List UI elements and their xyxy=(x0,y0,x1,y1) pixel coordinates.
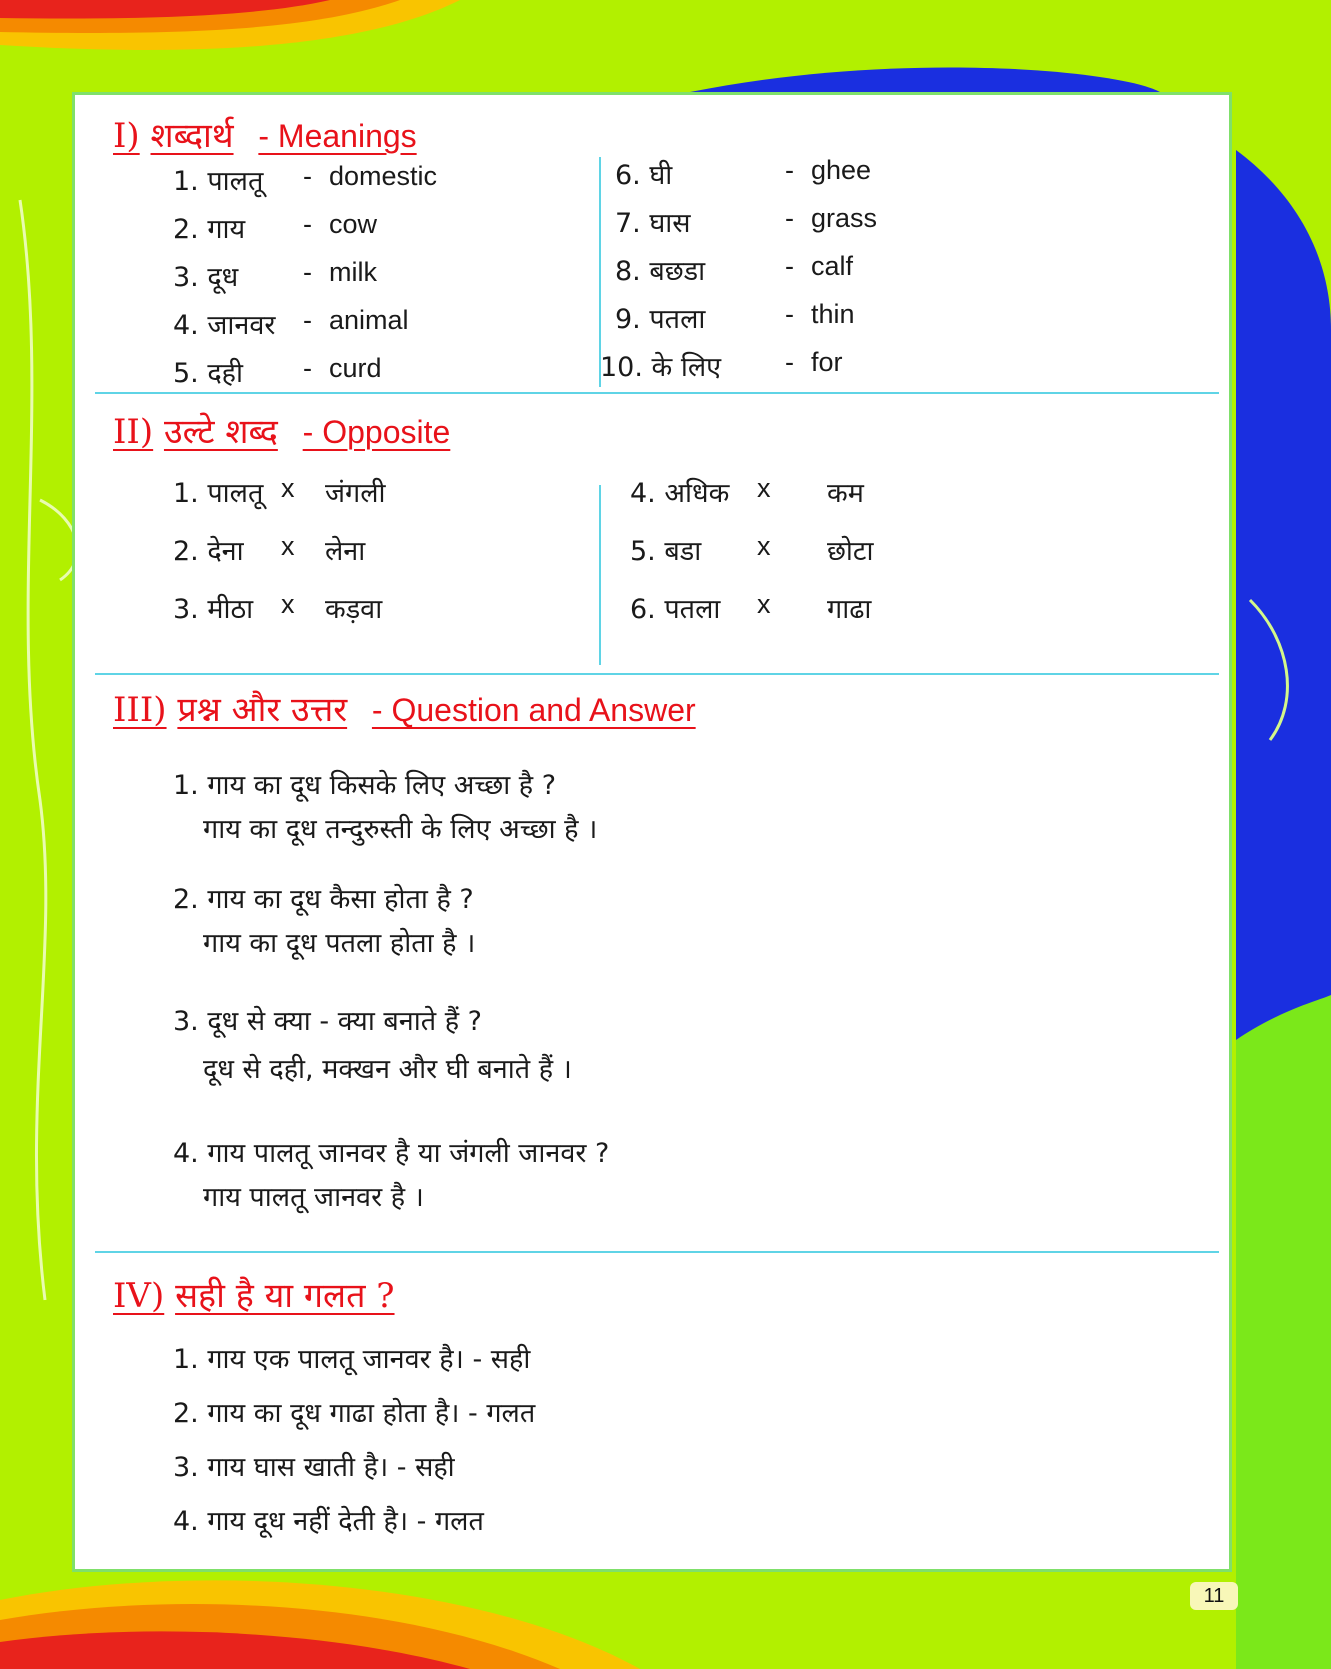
section-title-english: - Question and Answer xyxy=(371,692,696,728)
meaning-value: domestic xyxy=(329,161,438,191)
section-title-english: - Opposite xyxy=(302,414,451,450)
qa-question: 4. गाय पालतू जानवर है या जंगली जानवर ? xyxy=(173,1138,610,1169)
section-number: II) xyxy=(113,412,154,452)
section-qa-heading xyxy=(113,685,696,731)
meaning-term: 6. घी xyxy=(615,160,673,191)
meaning-value: cow xyxy=(329,209,378,239)
meaning-dash: - xyxy=(785,299,794,329)
qa-question: 2. गाय का दूध कैसा होता है ? xyxy=(173,884,474,915)
opposite-word: 5. बडा xyxy=(630,536,702,567)
section-title-hindi: सही है या गलत ? xyxy=(175,1276,395,1316)
opposite-word: 4. अधिक xyxy=(630,478,730,509)
meaning-value: animal xyxy=(329,305,409,335)
meaning-dash: - xyxy=(303,353,312,383)
truefalse-item: 3. गाय घास खाती है। - सही xyxy=(173,1452,455,1483)
content-card xyxy=(72,92,1232,1572)
meaning-value: calf xyxy=(811,251,854,281)
meaning-dash: - xyxy=(785,155,794,185)
opposite-antonym: कड़वा xyxy=(325,594,383,625)
meaning-dash: - xyxy=(303,161,312,191)
opposite-word: 6. पतला xyxy=(630,594,721,625)
section-meanings-heading xyxy=(113,111,417,157)
meaning-term: 10. के लिए xyxy=(600,352,722,383)
opposite-antonym: कम xyxy=(827,478,864,509)
opposite-x: x xyxy=(281,531,295,561)
section-title-hindi: प्रश्न और उत्तर xyxy=(177,690,348,730)
section-divider xyxy=(95,1251,1219,1253)
section-truefalse-heading xyxy=(113,1271,395,1317)
page-number: 11 xyxy=(1190,1582,1238,1610)
section-title-english: - Meanings xyxy=(258,118,417,154)
section-number: I) xyxy=(113,116,140,156)
qa-answer: गाय पालतू जानवर है । xyxy=(203,1182,424,1213)
qa-question: 3. दूध से क्या - क्या बनाते हैं ? xyxy=(173,1006,483,1037)
opposite-x: x xyxy=(757,589,771,619)
meaning-dash: - xyxy=(303,257,312,287)
meaning-value: grass xyxy=(811,203,878,233)
opposite-column-divider xyxy=(599,485,601,665)
opposite-x: x xyxy=(281,589,295,619)
meaning-dash: - xyxy=(785,251,794,281)
section-number: IV) xyxy=(113,1276,165,1316)
meaning-dash: - xyxy=(785,347,794,377)
meaning-term: 2. गाय xyxy=(173,214,246,245)
section-opposite-heading xyxy=(113,407,450,453)
opposite-word: 2. देना xyxy=(173,536,244,567)
meaning-dash: - xyxy=(785,203,794,233)
truefalse-item: 4. गाय दूध नहीं देती है। - गलत xyxy=(173,1506,484,1537)
section-title-hindi: शब्दार्थ xyxy=(150,116,234,156)
meaning-value: thin xyxy=(811,299,855,329)
opposite-antonym: छोटा xyxy=(827,536,874,567)
meaning-term: 4. जानवर xyxy=(173,310,276,341)
meaning-term: 9. पतला xyxy=(615,304,706,335)
qa-answer: गाय का दूध तन्दुरुस्ती के लिए अच्छा है । xyxy=(203,814,598,845)
meaning-value: ghee xyxy=(811,155,872,185)
meaning-value: curd xyxy=(329,353,382,383)
opposite-word: 1. पालतू xyxy=(173,478,264,509)
qa-question: 1. गाय का दूध किसके लिए अच्छा है ? xyxy=(173,770,557,801)
meaning-term: 1. पालतू xyxy=(173,166,264,197)
section-number: III) xyxy=(113,690,167,730)
meaning-value: milk xyxy=(329,257,377,287)
opposite-antonym: गाढा xyxy=(827,594,872,625)
meaning-term: 7. घास xyxy=(615,208,691,239)
opposite-word: 3. मीठा xyxy=(173,594,254,625)
meaning-term: 3. दूध xyxy=(173,262,239,293)
opposite-x: x xyxy=(757,473,771,503)
opposite-antonym: जंगली xyxy=(325,478,386,509)
meaning-value: for xyxy=(811,347,843,377)
section-title-hindi: उल्टे शब्द xyxy=(163,412,278,452)
opposite-x: x xyxy=(757,531,771,561)
truefalse-item: 1. गाय एक पालतू जानवर है। - सही xyxy=(173,1344,531,1375)
meaning-term: 8. बछडा xyxy=(615,256,706,287)
meaning-dash: - xyxy=(303,305,312,335)
qa-answer: दूध से दही, मक्खन और घी बनाते हैं । xyxy=(203,1054,572,1085)
qa-answer: गाय का दूध पतला होता है । xyxy=(203,928,476,959)
section-divider xyxy=(95,673,1219,675)
meaning-term: 5. दही xyxy=(173,358,244,389)
truefalse-item: 2. गाय का दूध गाढा होता है। - गलत xyxy=(173,1398,536,1429)
section-divider xyxy=(95,392,1219,394)
opposite-x: x xyxy=(281,473,295,503)
opposite-antonym: लेना xyxy=(325,536,366,567)
meaning-dash: - xyxy=(303,209,312,239)
